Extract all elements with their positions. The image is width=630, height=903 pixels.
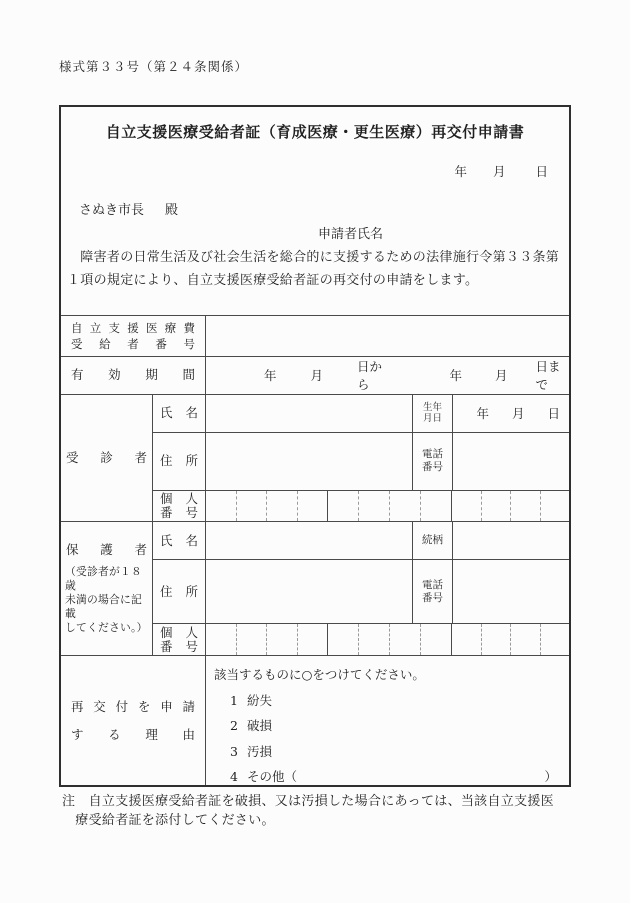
form-table [61,315,569,785]
patient-birth-label-line2: 月日 [422,413,442,425]
guardian-personal-number-label [153,624,206,655]
valid-from-day-label: 日から [357,359,383,393]
patient-birth-day-label: 日 [547,406,560,422]
patient-phone-label [413,433,453,490]
guardian-address-row [153,559,569,623]
digit-cell [510,624,540,655]
reason-item-text: 汚損 [247,743,273,759]
digit-group [206,491,327,522]
guardian-note [61,565,152,635]
reason-item-text: 紛失 [247,692,273,708]
guardian-phone-value-cell [453,560,569,623]
legal-statement [67,246,568,292]
guardian-note-line1: （受診者が１８歳 [65,565,142,593]
valid-from-month-label: 月 [310,368,324,384]
guardian-personal-number-label-line2: 番号 [160,638,198,654]
date-month-label: 月 [492,164,506,179]
digit-cell [510,491,540,522]
guardian-label-cell [61,522,153,655]
form-border-box [59,105,571,787]
reason-section [61,655,569,785]
legal-statement-line1: 障害者の日常生活及び社会生活を総合的に支援するための法律施行令第３３条第 [67,250,560,265]
patient-label: 受診者 [66,450,147,466]
digit-cell [297,491,328,522]
patient-phone-label-line1: 電話 [422,448,443,461]
guardian-personal-number-row [153,623,569,655]
patient-address-value-cell [206,433,413,490]
patient-personal-number-label-line1: 個人 [160,491,198,507]
recipient-number-label-line1: 自立支援医療費 [71,320,195,335]
digit-cell [328,491,358,522]
digit-group [451,624,569,655]
patient-name-label-cell [153,395,206,432]
digit-cell [266,624,297,655]
digit-cell [297,624,328,655]
digit-cell [389,624,420,655]
guardian-relation-label [413,522,453,559]
reason-item [214,744,557,760]
reason-item [214,693,557,709]
reason-content-cell [206,656,569,785]
reason-label-line2: する理由 [71,726,195,742]
attachment-note [62,793,570,830]
guardian-address-label-cell [153,560,206,623]
digit-cell [481,624,511,655]
patient-phone-label-line2: 番号 [422,461,443,474]
patient-personal-number-label [153,491,206,522]
patient-birth-month-label: 月 [511,406,525,422]
date-day-label: 日 [535,164,548,179]
digit-cell [452,491,481,522]
patient-label-cell [61,395,153,522]
digit-cell [420,491,451,522]
guardian-name-label: 氏名 [160,532,198,548]
digit-cell [358,491,389,522]
guardian-name-row [153,522,569,559]
reason-item-text: その他（ [247,769,298,784]
date-year-label: 年 [454,164,467,179]
reason-item-number: 4 [230,769,238,784]
reason-label-line1: 再交付を申請 [71,698,195,714]
legal-statement-line2: １項の規定により、自立支援医療受給者証の再交付の申請をします。 [67,273,479,288]
recipient-number-row [61,316,569,356]
recipient-number-value-cell [206,316,569,356]
digit-group [327,491,451,522]
reason-item [214,718,557,734]
guardian-name-label-cell [153,522,206,559]
guardian-address-label: 住所 [160,583,198,599]
guardian-personal-number-digits [206,624,569,655]
digit-cell [452,624,481,655]
guardian-relation-label-text: 続柄 [422,534,443,547]
guardian-name-value-cell [206,522,413,559]
patient-section [61,394,569,522]
patient-birth-year-label: 年 [476,406,489,422]
valid-to-day-label: 日まで [535,359,561,393]
patient-address-label: 住所 [160,453,198,469]
valid-period-value-cell [206,357,569,394]
digit-cell [540,624,570,655]
patient-address-label-cell [153,433,206,490]
digit-cell [236,624,267,655]
digit-cell [540,491,570,522]
form-title: 自立支援医療受給者証（育成医療・更生医療）再交付申請書 [105,123,525,141]
digit-cell [481,491,511,522]
guardian-phone-label-line1: 電話 [422,578,443,591]
digit-cell [389,491,420,522]
reason-item-text: 破損 [247,718,273,733]
digit-cell [328,624,358,655]
patient-personal-number-digits [206,491,569,522]
recipient-number-label [61,316,206,356]
patient-address-row [153,432,569,490]
reason-instruction: 該当するものに○をつけてください。 [214,667,425,682]
guardian-personal-number-label-line1: 個人 [160,624,198,640]
patient-name-value-cell [206,395,413,432]
attachment-note-line1: 注 自立支援医療受給者証を破損、又は汚損した場合にあっては、当該自立支援医 [62,794,554,809]
attachment-note-line2: 療受給者証を添付してください。 [62,812,275,828]
guardian-relation-value-cell [453,522,569,559]
digit-cell [420,624,451,655]
digit-cell [206,491,236,522]
addressee-name: さぬき市長 [79,203,145,218]
reason-item-number: 1 [230,692,238,708]
valid-from-year-label: 年 [264,368,277,384]
reason-item-number: 2 [230,718,238,733]
patient-birth-value-cell [453,395,569,432]
patient-name-row [153,395,569,432]
recipient-number-label-line2: 受給者番号 [71,336,195,351]
patient-subrows [153,395,569,522]
guardian-section [61,521,569,655]
valid-to-year-label: 年 [449,368,463,384]
valid-period-label-cell [61,357,206,394]
guardian-phone-label-line2: 番号 [422,591,443,604]
digit-group [327,624,451,655]
digit-group [206,624,327,655]
addressee-line [79,199,178,218]
applicant-name-label: 申請者氏名 [318,227,384,242]
digit-cell [266,491,297,522]
digit-cell [358,624,389,655]
patient-phone-value-cell [453,433,569,490]
guardian-subrows [153,522,569,655]
guardian-note-line2: 未満の場合に記載 [65,593,142,621]
patient-personal-number-row [153,490,569,522]
patient-personal-number-label-line2: 番号 [160,505,198,521]
reason-label-cell [61,656,206,785]
valid-period-label: 有効期間 [71,367,195,383]
patient-birth-label-line1: 生年 [422,402,442,414]
patient-name-label: 氏名 [160,405,198,421]
guardian-note-line3: してください。） [65,621,148,635]
guardian-label: 保護者 [66,542,147,558]
application-date-line [61,162,569,180]
digit-group [451,491,569,522]
reason-item-close-paren: ） [544,769,557,784]
patient-birth-label [413,395,453,432]
reason-item-number: 3 [230,743,238,759]
digit-cell [236,491,267,522]
valid-to-month-label: 月 [495,368,508,384]
addressee-honorific: 殿 [165,203,179,218]
digit-cell [206,624,236,655]
form-number: 様式第３３号（第２４条関係） [59,59,249,74]
guardian-phone-label [413,560,453,623]
valid-period-row [61,356,569,394]
reason-item [214,769,557,785]
guardian-address-value-cell [206,560,413,623]
